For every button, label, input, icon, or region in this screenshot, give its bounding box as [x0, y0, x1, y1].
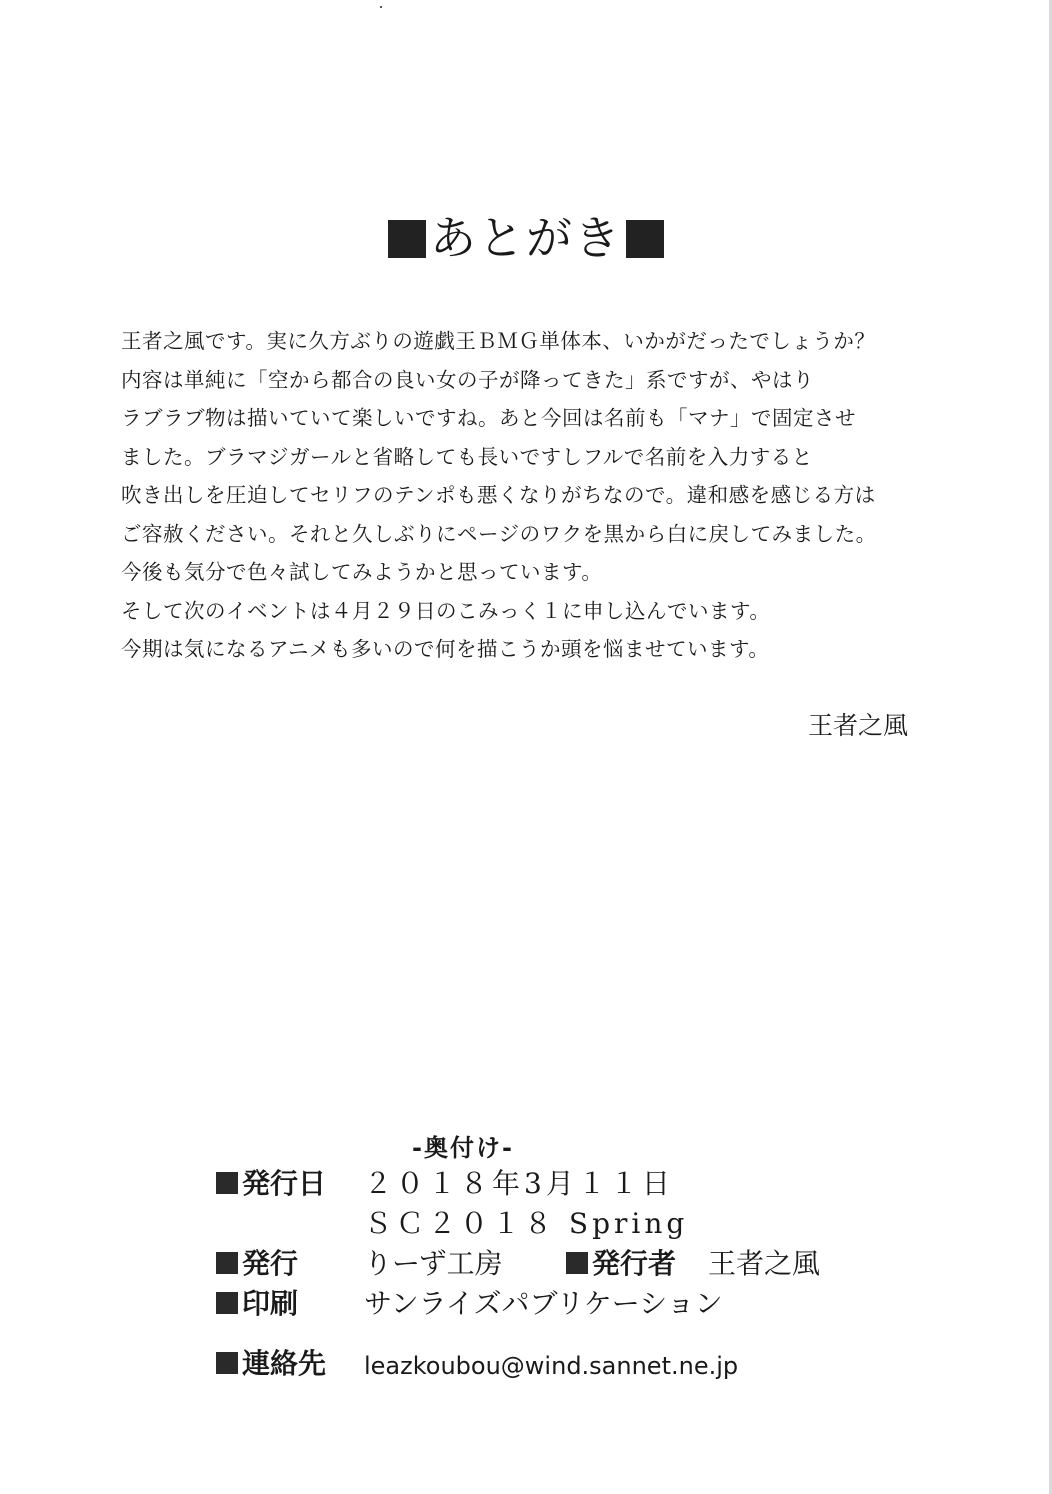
afterword-body — [121, 322, 941, 669]
colophon-title: -奥付け- — [412, 1134, 514, 1162]
issue-date-label-text: 発行日 — [242, 1167, 327, 1200]
printer-value: サンライズパブリケーション — [364, 1287, 723, 1320]
afterword-line: 王者之風です。実に久方ぶりの遊戯王ＢＭＧ単体本、いかがだったでしょうか？ — [121, 329, 876, 353]
scan-speck — [380, 6, 382, 8]
publisher-value: りーず工房 — [364, 1247, 503, 1280]
contact-label-text: 連絡先 — [242, 1347, 327, 1380]
afterword-line: 今期は気になるアニメも多いので何を描こうか頭を悩ませています。 — [121, 637, 770, 661]
contact-email: leazkoubou@wind.sannet.ne.jp — [364, 1352, 739, 1380]
label-square — [216, 1172, 238, 1194]
afterword-line: ました。ブラマジガールと省略しても長いですしフルで名前を入力すると — [121, 444, 813, 469]
afterword-line: 今後も気分で色々試してみようかと思っています。 — [121, 560, 603, 584]
contact-label — [216, 1346, 326, 1382]
label-square — [216, 1352, 238, 1374]
printer-label — [216, 1286, 298, 1322]
event-value: ＳＣ２０１８ Spring — [364, 1207, 689, 1240]
issuer-label — [566, 1246, 676, 1282]
afterword-line: ラブラブ物は描いていて楽しいですね。あと今回は名前も「マナ」で固定させ — [121, 406, 856, 430]
issue-date-value: ２０１８年3月１１日 — [364, 1167, 674, 1200]
afterword-line: ご容赦ください。それと久しぶりにページのワクを黒から白に戻してみました。 — [121, 521, 877, 546]
label-square — [216, 1252, 238, 1274]
afterword-signature: 王者之風 — [807, 711, 908, 740]
afterword-line: 吹き出しを圧迫してセリフのテンポも悪くなりがちなので。違和感を感じる方は — [121, 483, 876, 507]
afterword-line: 内容は単純に「空から都合の良い女の子が降ってきた」系ですが、やはり — [121, 367, 814, 392]
publisher-label — [216, 1246, 298, 1282]
issue-date-label — [216, 1166, 326, 1202]
printer-label-text: 印刷 — [242, 1287, 299, 1320]
afterword-line: そして次のイベントは４月２９日のこみっく１に申し込んでいます。 — [121, 598, 771, 623]
afterword-heading — [0, 206, 1052, 270]
publisher-label-text: 発行 — [242, 1247, 299, 1280]
heading-square-right — [626, 220, 664, 258]
afterword-title: あとがき — [430, 211, 622, 265]
issuer-label-text: 発行者 — [592, 1247, 677, 1280]
label-square — [566, 1252, 588, 1274]
heading-square-left — [388, 220, 426, 258]
label-square — [216, 1292, 238, 1314]
issuer-value: 王者之風 — [708, 1247, 821, 1280]
